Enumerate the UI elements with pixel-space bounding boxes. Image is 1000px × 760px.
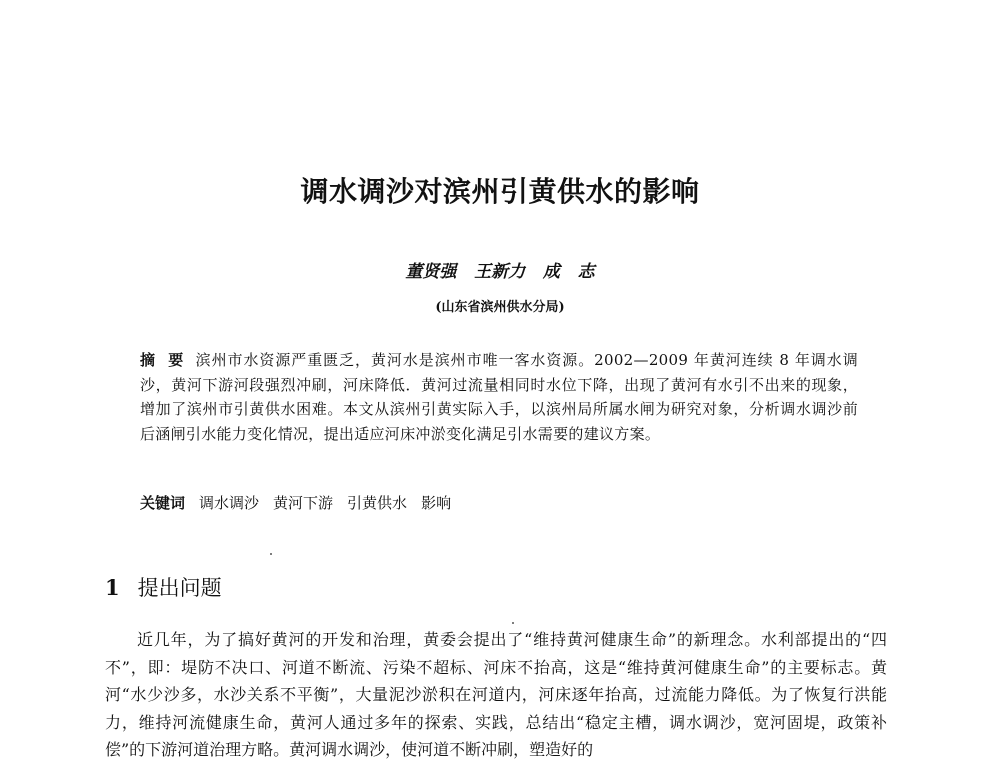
keyword: 调水调沙 <box>199 494 260 512</box>
keywords-label: 关键词 <box>140 494 186 512</box>
section-number: 1 <box>105 575 120 600</box>
scan-speck <box>270 553 272 555</box>
abstract-label: 摘 要 <box>140 351 185 369</box>
abstract-text: 滨州市水资源严重匮乏，黄河水是滨州市唯一客水资源。2002—2009 年黄河连续 8 年调水调沙，黄河下游河段强烈冲刷，河床降低．黄河过流量相同时水位下降，出现了黄河有水引不出来的现象，增加了滨州市引黄供水困难。本文从滨州引黄实际入手，以滨州局所属水闸为研究对象，分析调水调沙前后涵闸引水能力变化情况，提出适应河床冲淤变化满足引水需要的建议方案。 <box>140 351 858 443</box>
keyword: 影响 <box>421 494 452 512</box>
abstract <box>140 348 858 446</box>
author-list: 董贤强 王新力 成 志 <box>405 262 595 282</box>
keyword: 黄河下游 <box>273 494 334 512</box>
keywords <box>140 491 858 515</box>
keyword: 引黄供水 <box>347 494 408 512</box>
section-paragraph: 近几年，为了搞好黄河的开发和治理，黄委会提出了“维持黄河健康生命”的新理念。水利部提出的“四不”，即：堤防不决口、河道不断流、污染不超标、河床不抬高，这是“维持黄河健康生命”的主要标志。黄河“水少沙多，水沙关系不平衡”，大量泥沙淤积在河道内，河床逐年抬高，过流能力降低。为了恢复行洪能力，维持河流健康生命，黄河人通过多年的探索、实践，总结出“稳定主槽，调水调沙，宽河固堤，政策补偿”的下游河道治理方略。黄河调水调沙，使河道不断冲刷，塑造好的 <box>105 630 887 759</box>
section-title: 提出问题 <box>137 576 222 600</box>
paper-title: 调水调沙对滨州引黄供水的影响 <box>300 175 700 208</box>
author-affiliation: (山东省滨州供水分局) <box>435 300 565 315</box>
abstract-gap <box>184 351 195 369</box>
section-heading <box>105 572 222 602</box>
scan-speck <box>512 622 514 624</box>
